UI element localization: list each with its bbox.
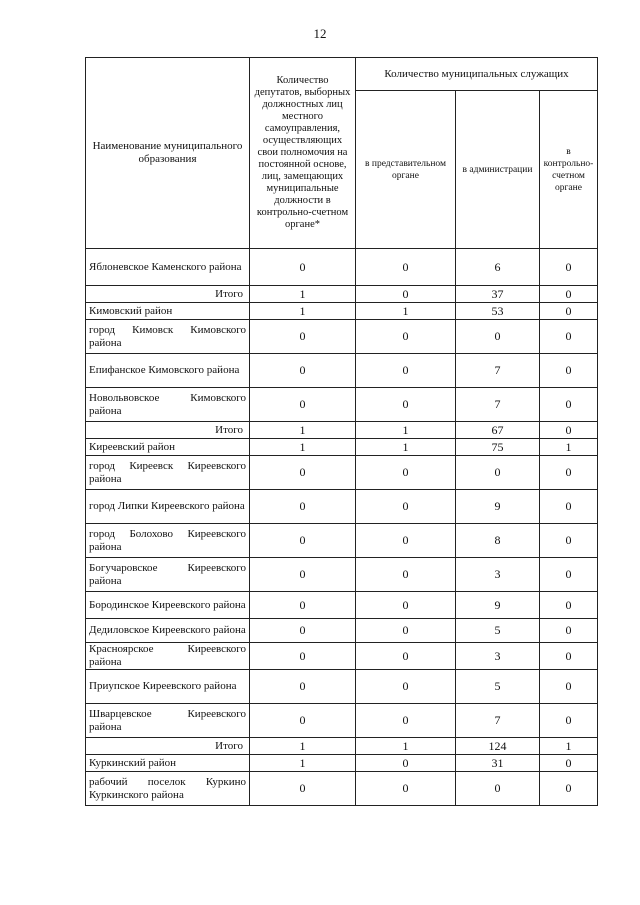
control-cell: 0 xyxy=(540,422,598,439)
deputies-cell: 0 xyxy=(250,456,356,490)
administration-cell: 7 xyxy=(456,704,540,738)
administration-cell: 6 xyxy=(456,249,540,286)
representative-cell: 0 xyxy=(356,354,456,388)
deputies-cell: 1 xyxy=(250,422,356,439)
table-row xyxy=(86,755,598,772)
administration-cell: 9 xyxy=(456,490,540,524)
deputies-cell: 0 xyxy=(250,558,356,592)
administration-cell: 124 xyxy=(456,738,540,755)
control-cell: 0 xyxy=(540,670,598,704)
control-cell: 0 xyxy=(540,592,598,619)
control-cell: 1 xyxy=(540,439,598,456)
table-row xyxy=(86,354,598,388)
municipality-name-cell: Бородинское Киреевского района xyxy=(86,592,250,619)
control-cell: 0 xyxy=(540,704,598,738)
municipality-name-cell: Куркинский район xyxy=(86,755,250,772)
table-row xyxy=(86,558,598,592)
deputies-cell: 1 xyxy=(250,439,356,456)
header-control-body: в контрольно-счетном органе xyxy=(540,91,598,249)
administration-cell: 5 xyxy=(456,670,540,704)
control-cell: 0 xyxy=(540,524,598,558)
header-deputies-count: Количество депутатов, выборных должностных лиц местного самоуправления, осуществляющих свои полномочия на постоянной основе, лиц, замещающих муниципальные должности в контрольно-счетном органе* xyxy=(250,58,356,249)
deputies-cell: 1 xyxy=(250,755,356,772)
header-administration: в администрации xyxy=(456,91,540,249)
administration-cell: 9 xyxy=(456,592,540,619)
administration-cell: 0 xyxy=(456,320,540,354)
table-row xyxy=(86,772,598,806)
deputies-cell: 0 xyxy=(250,320,356,354)
deputies-cell: 1 xyxy=(250,303,356,320)
control-cell: 0 xyxy=(540,456,598,490)
representative-cell: 0 xyxy=(356,286,456,303)
control-cell: 0 xyxy=(540,755,598,772)
administration-cell: 5 xyxy=(456,619,540,643)
administration-cell: 7 xyxy=(456,388,540,422)
page-number: 12 xyxy=(313,26,327,41)
municipality-name-cell: Епифанское Кимовского района xyxy=(86,354,250,388)
administration-cell: 37 xyxy=(456,286,540,303)
control-cell: 0 xyxy=(540,303,598,320)
representative-cell: 0 xyxy=(356,670,456,704)
deputies-cell: 0 xyxy=(250,772,356,806)
deputies-cell: 0 xyxy=(250,354,356,388)
table-row xyxy=(86,490,598,524)
administration-cell: 31 xyxy=(456,755,540,772)
table-row xyxy=(86,456,598,490)
deputies-cell: 0 xyxy=(250,643,356,670)
table-row xyxy=(86,303,598,320)
municipality-name-cell: Итого xyxy=(86,422,250,439)
administration-cell: 0 xyxy=(456,772,540,806)
municipality-name-cell: город Болохово Киреевского района xyxy=(86,524,250,558)
deputies-cell: 1 xyxy=(250,738,356,755)
administration-cell: 8 xyxy=(456,524,540,558)
representative-cell: 1 xyxy=(356,738,456,755)
deputies-cell: 0 xyxy=(250,670,356,704)
control-cell: 0 xyxy=(540,643,598,670)
representative-cell: 0 xyxy=(356,704,456,738)
control-cell: 1 xyxy=(540,738,598,755)
representative-cell: 0 xyxy=(356,524,456,558)
deputies-cell: 0 xyxy=(250,524,356,558)
table-row xyxy=(86,439,598,456)
employees-table xyxy=(85,57,598,806)
deputies-cell: 0 xyxy=(250,619,356,643)
representative-cell: 0 xyxy=(356,249,456,286)
municipality-name-cell: Итого xyxy=(86,738,250,755)
table-row xyxy=(86,670,598,704)
municipality-name-cell: Кимовский район xyxy=(86,303,250,320)
administration-cell: 3 xyxy=(456,558,540,592)
control-cell: 0 xyxy=(540,286,598,303)
representative-cell: 0 xyxy=(356,772,456,806)
table-row xyxy=(86,249,598,286)
administration-cell: 7 xyxy=(456,354,540,388)
header-employees-group: Количество муниципальных служащих xyxy=(356,58,598,91)
table-row xyxy=(86,524,598,558)
municipality-name-cell: город Липки Киреевского района xyxy=(86,490,250,524)
municipality-name-cell: Красноярское Киреевского района xyxy=(86,643,250,670)
control-cell: 0 xyxy=(540,772,598,806)
total-row xyxy=(86,422,598,439)
administration-cell: 0 xyxy=(456,456,540,490)
municipality-name-cell: Киреевский район xyxy=(86,439,250,456)
representative-cell: 0 xyxy=(356,456,456,490)
deputies-cell: 0 xyxy=(250,592,356,619)
deputies-cell: 0 xyxy=(250,388,356,422)
deputies-cell: 1 xyxy=(250,286,356,303)
administration-cell: 75 xyxy=(456,439,540,456)
total-row xyxy=(86,738,598,755)
municipality-name-cell: рабочий поселок Куркино Куркинского района xyxy=(86,772,250,806)
representative-cell: 1 xyxy=(356,439,456,456)
administration-cell: 53 xyxy=(456,303,540,320)
deputies-cell: 0 xyxy=(250,249,356,286)
table-row xyxy=(86,619,598,643)
representative-cell: 0 xyxy=(356,643,456,670)
municipality-name-cell: город Кимовск Кимовского района xyxy=(86,320,250,354)
representative-cell: 0 xyxy=(356,558,456,592)
representative-cell: 0 xyxy=(356,755,456,772)
control-cell: 0 xyxy=(540,558,598,592)
representative-cell: 0 xyxy=(356,320,456,354)
control-cell: 0 xyxy=(540,388,598,422)
municipality-name-cell: Итого xyxy=(86,286,250,303)
deputies-cell: 0 xyxy=(250,704,356,738)
header-representative-body: в представительном органе xyxy=(356,91,456,249)
administration-cell: 3 xyxy=(456,643,540,670)
table-row xyxy=(86,643,598,670)
municipality-name-cell: город Киреевск Киреевского района xyxy=(86,456,250,490)
representative-cell: 0 xyxy=(356,388,456,422)
control-cell: 0 xyxy=(540,619,598,643)
representative-cell: 0 xyxy=(356,619,456,643)
control-cell: 0 xyxy=(540,320,598,354)
table-row xyxy=(86,320,598,354)
representative-cell: 1 xyxy=(356,303,456,320)
deputies-cell: 0 xyxy=(250,490,356,524)
municipality-name-cell: Приупское Киреевского района xyxy=(86,670,250,704)
municipality-name-cell: Яблоневское Каменского района xyxy=(86,249,250,286)
municipality-name-cell: Новольвовское Кимовского района xyxy=(86,388,250,422)
representative-cell: 0 xyxy=(356,592,456,619)
municipality-name-cell: Богучаровское Киреевского района xyxy=(86,558,250,592)
header-municipality-name: Наименование муниципального образования xyxy=(86,58,250,249)
table-row xyxy=(86,388,598,422)
control-cell: 0 xyxy=(540,354,598,388)
table-body xyxy=(86,249,598,806)
control-cell: 0 xyxy=(540,249,598,286)
administration-cell: 67 xyxy=(456,422,540,439)
representative-cell: 0 xyxy=(356,490,456,524)
municipality-name-cell: Дедиловское Киреевского района xyxy=(86,619,250,643)
representative-cell: 1 xyxy=(356,422,456,439)
table-row xyxy=(86,704,598,738)
table-row xyxy=(86,592,598,619)
total-row xyxy=(86,286,598,303)
control-cell: 0 xyxy=(540,490,598,524)
municipality-name-cell: Шварцевское Киреевского района xyxy=(86,704,250,738)
